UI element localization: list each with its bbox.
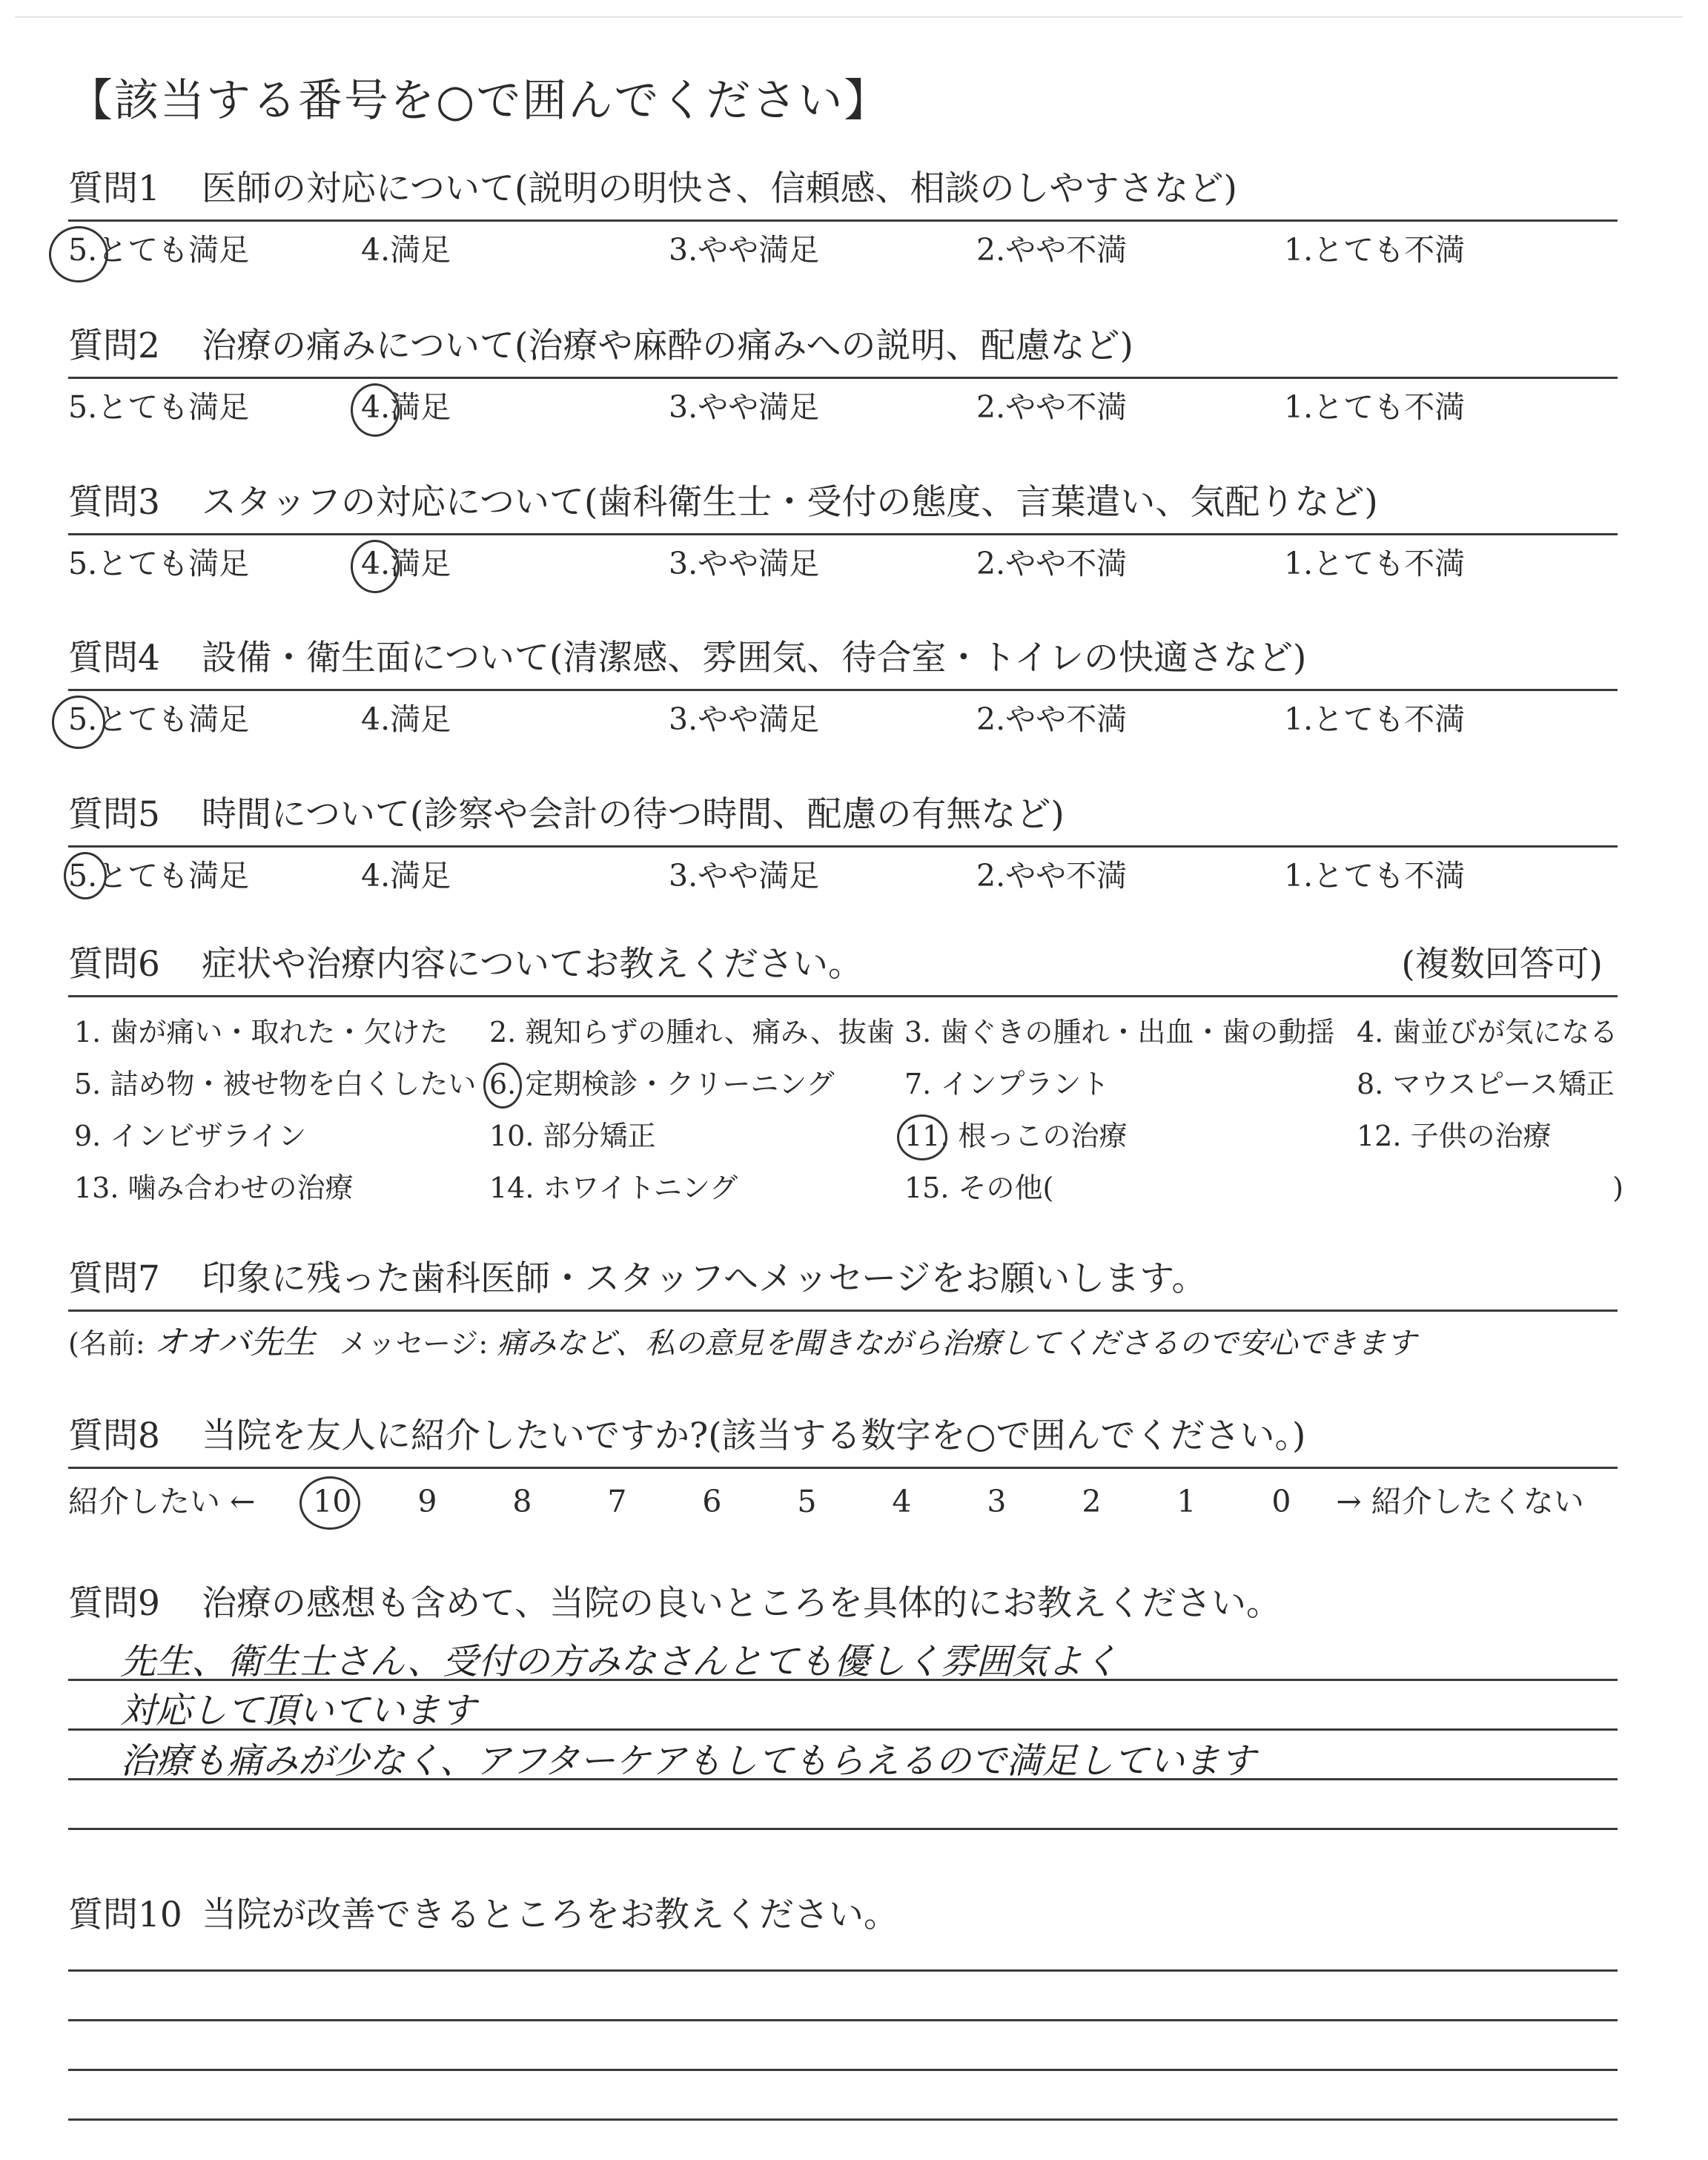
name-value: オオバ先生 xyxy=(153,1324,316,1361)
selection-circle xyxy=(351,383,400,437)
question-number: 質問7 xyxy=(68,1258,160,1299)
question-7 xyxy=(68,1253,1625,1367)
rating-options xyxy=(68,698,1625,740)
message-line[interactable] xyxy=(68,1319,1625,1367)
selection-circle xyxy=(49,226,108,283)
option-5[interactable]: 5.とても満足 xyxy=(68,855,361,896)
question-2 xyxy=(68,320,1625,428)
option-1[interactable]: 1.とても不満 xyxy=(1284,701,1466,737)
question-4 xyxy=(68,633,1625,740)
option-4[interactable]: 4.満足 xyxy=(361,543,669,584)
scale-value-0[interactable]: 0 xyxy=(1271,1484,1291,1519)
scale-value-2[interactable]: 2 xyxy=(1082,1484,1102,1519)
question-number: 質問6 xyxy=(68,944,160,985)
scale-left-label: 紹介したい ← xyxy=(68,1484,256,1519)
selection-circle xyxy=(897,1114,947,1160)
scale-value-7[interactable]: 7 xyxy=(607,1484,627,1519)
scale-value-6[interactable]: 6 xyxy=(702,1484,722,1519)
symptom-option-1[interactable]: 1. 歯が痛い・取れた・欠けた xyxy=(74,1016,448,1048)
option-5[interactable]: 5.とても満足 xyxy=(68,546,250,581)
answer-line-2: 対応して頂いています xyxy=(120,1690,477,1731)
other-close-paren: ) xyxy=(1612,1172,1623,1204)
option-2[interactable]: 2.やや不満 xyxy=(976,389,1128,425)
selection-circle xyxy=(52,696,105,749)
option-3[interactable]: 3.やや満足 xyxy=(669,701,820,737)
symptom-option-8[interactable]: 8. マウスピース矯正 xyxy=(1357,1068,1615,1100)
question-number: 質問8 xyxy=(68,1416,160,1456)
rating-options xyxy=(68,855,1625,896)
question-number: 質問2 xyxy=(68,326,160,366)
writing-line xyxy=(68,2069,1618,2071)
option-2[interactable]: 2.やや不満 xyxy=(976,546,1128,581)
scale-value-8[interactable]: 8 xyxy=(512,1484,532,1519)
divider xyxy=(68,1467,1618,1469)
writing-line xyxy=(68,1969,1618,1972)
symptom-option-13[interactable]: 13. 噛み合わせの治療 xyxy=(74,1172,354,1204)
option-2[interactable]: 2.やや不満 xyxy=(976,232,1128,268)
option-1[interactable]: 1.とても不満 xyxy=(1284,232,1466,268)
option-4[interactable]: 4.満足 xyxy=(361,232,451,268)
option-1[interactable]: 1.とても不満 xyxy=(1284,389,1466,425)
option-1[interactable]: 1.とても不満 xyxy=(1284,858,1466,894)
symptom-option-11[interactable]: 11. 根っこの治療 xyxy=(904,1110,1357,1162)
selection-circle xyxy=(483,1063,522,1109)
option-3[interactable]: 3.やや満足 xyxy=(669,858,820,894)
option-4[interactable]: 4.満足 xyxy=(361,858,451,894)
option-2[interactable]: 2.やや不満 xyxy=(976,858,1128,894)
question-number: 質問9 xyxy=(68,1583,160,1624)
question-text: 症状や治療内容についてお教えください。 xyxy=(202,944,864,985)
symptom-option-15[interactable]: 15. その他( xyxy=(904,1172,1054,1204)
answer-line-1: 先生、衛生士さん、受付の方みなさんとても優しく雰囲気よく xyxy=(120,1641,1119,1682)
message-label: メッセージ: xyxy=(339,1327,489,1360)
symptom-option-3[interactable]: 3. 歯ぐきの腫れ・出血・歯の動揺 xyxy=(904,1016,1335,1048)
question-text: 設備・衛生面について(清潔感、雰囲気、待合室・トイレの快適さなど) xyxy=(202,638,1307,678)
question-text: 時間について(診察や会計の待つ時間、配慮の有無など) xyxy=(202,794,1065,835)
question-3 xyxy=(68,477,1625,584)
rating-options xyxy=(68,543,1625,584)
scale-value-1[interactable]: 1 xyxy=(1176,1484,1196,1519)
divider xyxy=(68,219,1618,222)
scale-right-label: → 紹介したくない xyxy=(1336,1484,1584,1519)
option-3[interactable]: 3.やや満足 xyxy=(669,546,820,581)
scale-value-9[interactable]: 9 xyxy=(417,1484,437,1519)
question-10 xyxy=(68,1889,1625,2121)
question-5 xyxy=(68,789,1625,896)
option-3[interactable]: 3.やや満足 xyxy=(669,232,820,268)
symptom-option-9[interactable]: 9. インビザライン xyxy=(74,1120,307,1152)
divider xyxy=(68,995,1618,997)
symptom-option-14[interactable]: 14. ホワイトニング xyxy=(489,1172,738,1204)
divider xyxy=(68,533,1618,535)
scale-value-4[interactable]: 4 xyxy=(892,1484,912,1519)
recommend-scale xyxy=(68,1479,1625,1524)
answer-area[interactable] xyxy=(68,1955,1625,2121)
question-number: 質問10 xyxy=(68,1895,182,1935)
question-number: 質問4 xyxy=(68,638,160,678)
scale-value-5[interactable]: 5 xyxy=(797,1484,817,1519)
question-number: 質問1 xyxy=(68,168,160,209)
option-1[interactable]: 1.とても不満 xyxy=(1284,546,1466,581)
name-label: (名前: xyxy=(68,1327,145,1360)
form-title: 【該当する番号を○で囲んでください】 xyxy=(68,75,890,127)
rating-options xyxy=(68,386,1625,428)
scale-value-3[interactable]: 3 xyxy=(987,1484,1007,1519)
question-number: 質問5 xyxy=(68,794,160,835)
symptom-option-10[interactable]: 10. 部分矯正 xyxy=(489,1120,656,1152)
symptom-option-7[interactable]: 7. インプラント xyxy=(904,1068,1110,1100)
question-1 xyxy=(68,163,1625,271)
answer-line-3: 治療も痛みが少なく、アフターケアもしてもらえるので満足しています xyxy=(120,1740,1256,1782)
divider xyxy=(68,1309,1618,1312)
symptom-option-6[interactable]: 6. 定期検診・クリーニング xyxy=(489,1058,904,1110)
symptom-option-5[interactable]: 5. 詰め物・被せ物を白くしたい xyxy=(74,1068,477,1100)
question-6 xyxy=(68,939,1625,1214)
symptom-option-2[interactable]: 2. 親知らずの腫れ、痛み、抜歯 xyxy=(489,1016,895,1048)
option-2[interactable]: 2.やや不満 xyxy=(976,701,1128,737)
option-5[interactable]: 5.とても満足 xyxy=(68,229,361,271)
multiple-answer-note: (複数回答可) xyxy=(1401,944,1603,985)
question-number: 質問3 xyxy=(68,482,160,523)
selection-circle xyxy=(299,1476,360,1530)
divider xyxy=(68,845,1618,848)
option-5[interactable]: 5.とても満足 xyxy=(68,698,361,740)
question-text: 治療の感想も含めて、当院の良いところを具体的にお教えください。 xyxy=(202,1583,1282,1624)
option-4[interactable]: 4.満足 xyxy=(361,701,451,737)
selection-circle xyxy=(351,540,400,593)
question-text: 医師の対応について(説明の明快さ、信頼感、相談のしやすさなど) xyxy=(202,168,1237,209)
symptom-options xyxy=(68,1006,1625,1214)
question-text: 印象に残った歯科医師・スタッフへメッセージをお願いします。 xyxy=(202,1258,1207,1299)
selection-circle xyxy=(64,852,107,899)
scale-value-10[interactable]: 10 xyxy=(285,1479,380,1524)
question-text: スタッフの対応について(歯科衛生士・受付の態度、言葉遣い、気配りなど) xyxy=(202,482,1378,523)
question-text: 当院が改善できるところをお教えください。 xyxy=(202,1895,898,1935)
divider xyxy=(68,377,1618,379)
question-8 xyxy=(68,1410,1625,1524)
question-text: 当院を友人に紹介したいですか?(該当する数字を○で囲んでください。) xyxy=(202,1416,1306,1456)
rating-options xyxy=(68,229,1625,271)
message-value: 痛みなど、私の意見を聞きながら治療してくださるので安心できます xyxy=(497,1327,1417,1361)
question-text: 治療の痛みについて(治療や麻酔の痛みへの説明、配慮など) xyxy=(202,326,1133,366)
writing-line xyxy=(68,2019,1618,2021)
writing-line xyxy=(68,1828,1618,1830)
question-9 xyxy=(68,1578,1625,1877)
symptom-option-12[interactable]: 12. 子供の治療 xyxy=(1357,1120,1552,1152)
symptom-option-4[interactable]: 4. 歯並びが気になる xyxy=(1357,1016,1618,1048)
option-3[interactable]: 3.やや満足 xyxy=(669,389,820,425)
writing-line xyxy=(68,2118,1618,2121)
divider xyxy=(68,689,1618,691)
answer-area[interactable] xyxy=(68,1643,1625,1830)
option-5[interactable]: 5.とても満足 xyxy=(68,389,250,425)
option-4[interactable]: 4.満足 xyxy=(361,386,669,428)
